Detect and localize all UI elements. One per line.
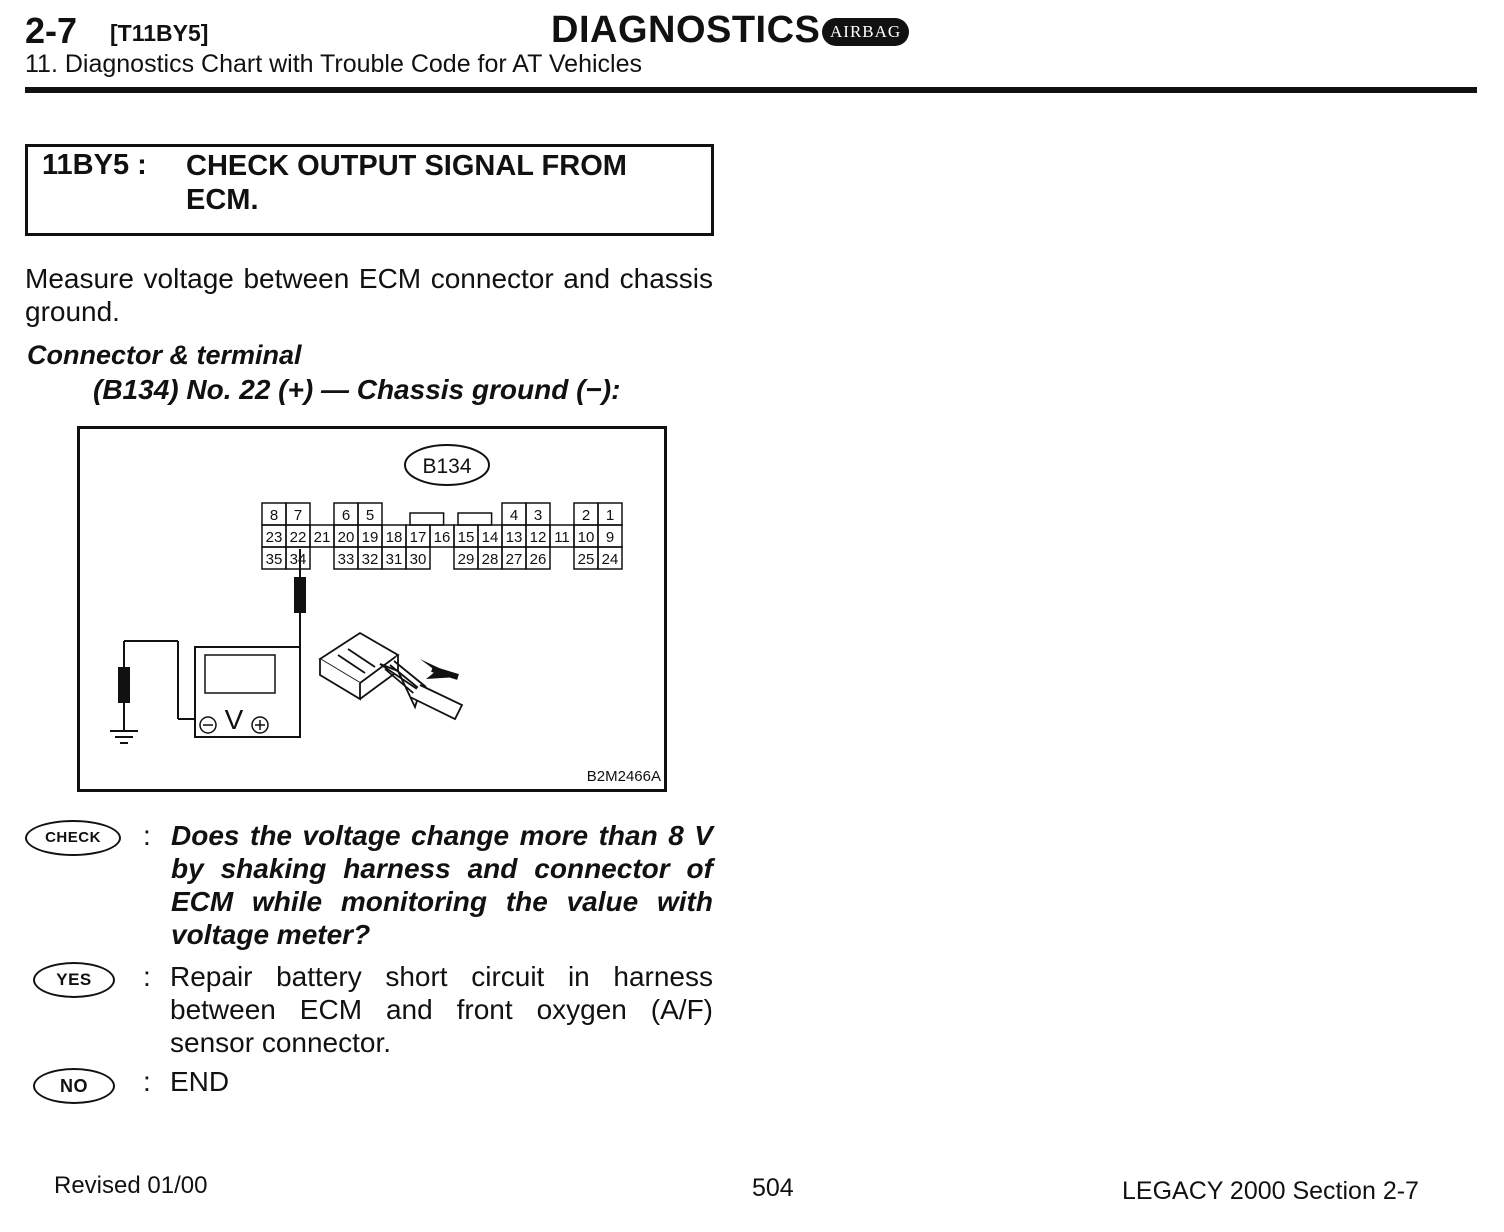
- pin-label: 22: [289, 529, 307, 546]
- check-question: Does the voltage change more than 8 V by shaking harness and connector of ECM while monitoring the value with voltage meter?: [171, 820, 713, 950]
- diagram-canvas: [80, 429, 664, 789]
- connector-spec: (B134) No. 22 (+) — Chassis ground (−):: [93, 374, 621, 405]
- connector-key-tab: [410, 513, 444, 525]
- no-badge: NO: [33, 1068, 115, 1104]
- page-subtitle: 11. Diagnostics Chart with Trouble Code for AT Vehicles: [25, 50, 642, 78]
- pin-label: 32: [361, 551, 379, 568]
- yes-answer: Repair battery short circuit in harness between ECM and front oxygen (A/F) sensor connector.: [170, 961, 713, 1058]
- pin-label: 5: [365, 507, 375, 524]
- meter-symbol: V: [224, 704, 244, 735]
- pin-label: 6: [341, 507, 351, 524]
- pin-label: 25: [577, 551, 595, 568]
- pin-label: 3: [533, 507, 543, 524]
- check-colon: :: [143, 820, 151, 851]
- connector-key-tab: [458, 513, 492, 525]
- pin-label: 1: [605, 507, 615, 524]
- pin-label: 24: [601, 551, 619, 568]
- pin-label: 9: [605, 529, 615, 546]
- pin-label: 8: [269, 507, 279, 524]
- page-title: DIAGNOSTICS: [551, 9, 821, 51]
- pin-label: 2: [581, 507, 591, 524]
- pin-label: 15: [457, 529, 475, 546]
- voltmeter-icon: [195, 647, 300, 737]
- pin-label: 18: [385, 529, 403, 546]
- pin-label: 4: [509, 507, 519, 524]
- arrow-icon: [420, 659, 458, 679]
- pin-label: 28: [481, 551, 499, 568]
- ground-icon: [110, 641, 195, 743]
- yes-badge: YES: [33, 962, 115, 998]
- step-title: CHECK OUTPUT SIGNAL FROM ECM.: [186, 150, 627, 216]
- no-colon: :: [143, 1066, 151, 1097]
- pin-label: 7: [293, 507, 303, 524]
- pin-label: 13: [505, 529, 523, 546]
- pin-label: 27: [505, 551, 523, 568]
- connector-heading: Connector & terminal: [27, 340, 302, 370]
- pin-label: 19: [361, 529, 379, 546]
- pin-label: 21: [313, 529, 331, 546]
- pin-label: 17: [409, 529, 427, 546]
- pin-label: 11: [554, 529, 570, 546]
- airbag-badge: AIRBAG: [822, 18, 909, 46]
- pin-label: 31: [385, 551, 403, 568]
- section-number: 2-7: [25, 10, 78, 51]
- footer-book-title: LEGACY 2000 Section 2-7: [1122, 1177, 1419, 1205]
- header-rule: [25, 87, 1477, 93]
- pin-label: 26: [529, 551, 547, 568]
- footer-revised: Revised 01/00: [54, 1172, 208, 1199]
- pin-label: 35: [265, 551, 283, 568]
- step-box: [25, 144, 714, 236]
- pin-label: 16: [433, 529, 451, 546]
- connector-diagram: [77, 426, 667, 792]
- check-badge: CHECK: [25, 820, 121, 856]
- yes-colon: :: [143, 961, 151, 992]
- pin-label: 10: [577, 529, 595, 546]
- pin-label: 33: [337, 551, 355, 568]
- section-code: [T11BY5]: [110, 20, 209, 46]
- pin-label: 29: [457, 551, 475, 568]
- figure-reference: B2M2466A: [586, 768, 661, 785]
- pin-label: 23: [265, 529, 283, 546]
- connector-label: B134: [422, 455, 472, 478]
- step-id: 11BY5 :: [42, 149, 147, 181]
- pin-label: 14: [481, 529, 499, 546]
- pin-label: 12: [529, 529, 547, 546]
- pin-label: 34: [289, 551, 307, 568]
- pin-label: 20: [337, 529, 355, 546]
- instruction-text: Measure voltage between ECM connector and chassis ground.: [25, 263, 713, 327]
- no-answer: END: [170, 1066, 230, 1097]
- footer-page-number: 504: [752, 1174, 794, 1202]
- connector-icon: [262, 503, 622, 569]
- pin-label: 30: [409, 551, 427, 568]
